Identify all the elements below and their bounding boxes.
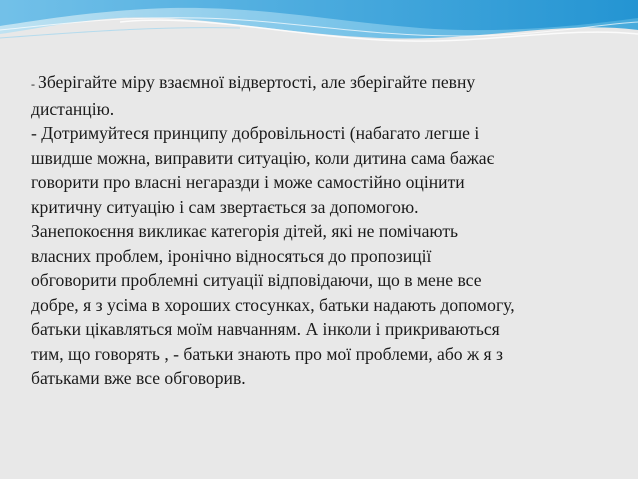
text-line: критичну ситуацію і сам звертається за допомогою. xyxy=(31,196,419,217)
text-line: обговорити проблемні ситуації відповідаючи, що в мене все xyxy=(31,270,482,290)
text-line: батьками вже все обговорив. xyxy=(31,368,246,388)
line-prefix: - xyxy=(31,77,38,91)
text-line: Занепокоєння викликає категорія дітей, які не помічають xyxy=(31,221,459,241)
text-line: швидше можна, виправити ситуацію, коли дитина сама бажає xyxy=(31,147,495,168)
text-line xyxy=(31,70,616,97)
text-line: власних проблем, іронічно відносяться до пропозиції xyxy=(31,245,432,266)
header-wave-decoration xyxy=(0,0,638,52)
text-line: тим, що говорять , - батьки знають про мої проблеми, або ж я з xyxy=(31,343,503,364)
text-line: батьки цікавляться моїм навчанням. А інколи і прикриваються xyxy=(31,319,500,339)
wave-graphic xyxy=(0,0,638,52)
text-line: - Дотримуйтеся принципу добровільності (набагато легше і xyxy=(31,123,480,143)
text-line: дистанцію. xyxy=(31,98,115,119)
text-line: добре, я з усіма в хороших стосунках, батьки надають допомогу, xyxy=(31,294,515,315)
line-text: Зберігайте міру взаємної відвертості, але зберігайте певну xyxy=(38,72,476,92)
text-line: говорити про власні негаразди і може самостійно оцінити xyxy=(31,172,465,192)
body-text xyxy=(31,70,616,391)
